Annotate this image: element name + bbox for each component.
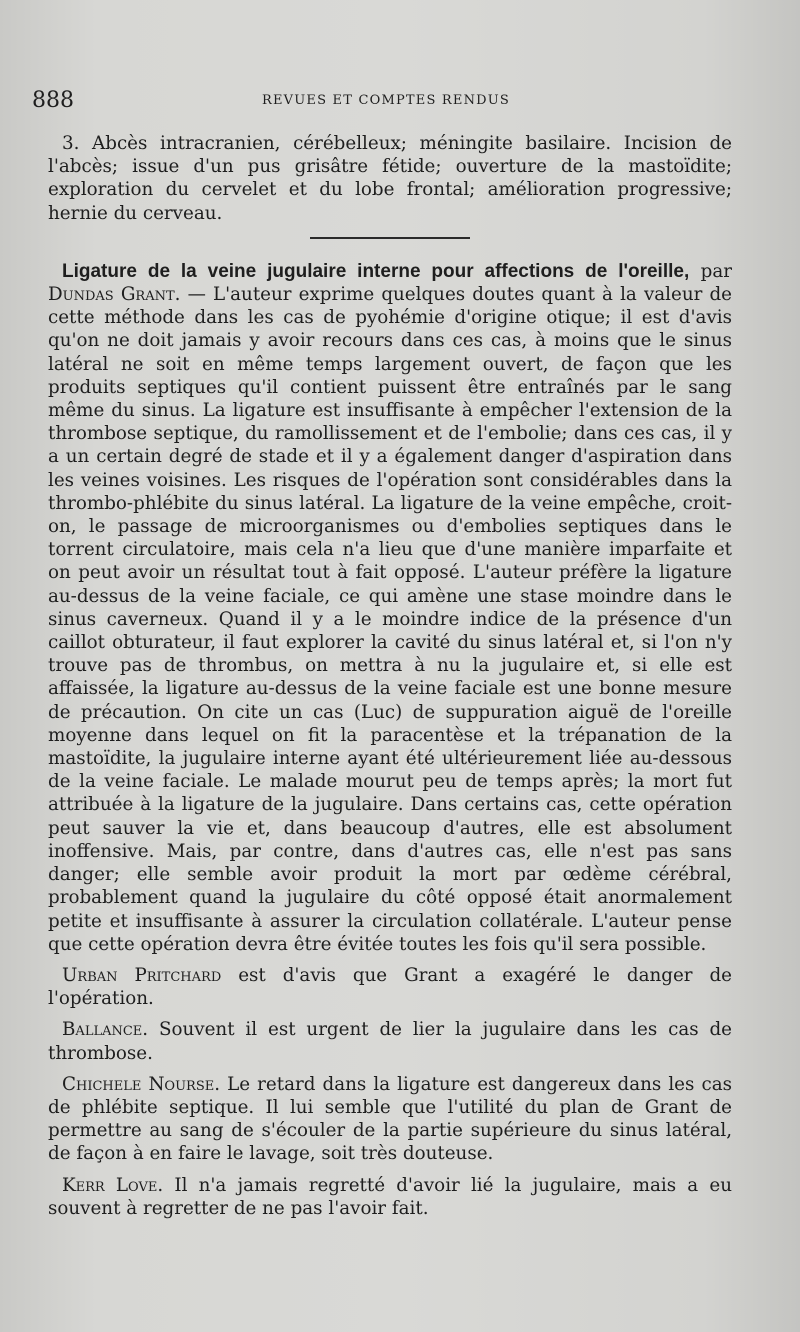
discussion-text: Il n'a jamais regretté d'avoir lié la jugulaire, mais a eu souvent à regretter de ne pas l'avoir fait.: [48, 1174, 732, 1219]
page-header: [32, 86, 732, 116]
discussion-text: est d'avis que Grant a exagéré le danger de l'opération.: [48, 964, 732, 1010]
discussion-item: [48, 1174, 732, 1220]
section-divider: [310, 237, 470, 239]
discussion-speaker: Ballance.: [62, 1019, 149, 1041]
article-title: Ligature de la veine jugulaire interne pour affections de l'oreille,: [62, 260, 690, 282]
page-content: [48, 132, 732, 1220]
discussion-item: [48, 1018, 732, 1064]
article-paragraph: [48, 260, 732, 956]
article-body: — L'auteur exprime quelques doutes quant à la valeur de cette méthode dans les cas de pyohémie d'origine otique; il est d'avis qu'on ne doit jamais y avoir recours dans ces cas, à moins que le sinus latéral ne soit en même temps largement ouvert, de façon que les produits septiques qu'il contient puissent être entraînés par le sang même du sinus. La ligature est insuffisante à empêcher l'extension de la thrombose septique, du ramollissement et de l'embolie; dans ces cas, il y a un certain degré de stade et il y a également danger d'aspiration dans les veines voisines. Les risques de l'opération sont considérables dans la thrombo-phlébite du sinus latéral. La ligature de la veine empêche, croit-on, le passage de microorganismes ou d'embolies septiques dans le torrent circulatoire, mais cela n'a lieu que d'une manière imparfaite et on peut avoir un résultat tout à fait opposé. L'auteur préfère la ligature au-dessus de la veine faciale, ce qui amène une stase moindre dans le sinus caverneux. Quand il y a le moindre indice de la présence d'un caillot obturateur, il faut explorer la cavité du sinus latéral et, si l'on n'y trouve pas de thrombus, on mettra à nu la jugulaire et, si elle est affaissée, la ligature au-dessus de la veine faciale est une bonne mesure de précaution. On cite un cas (Luc) de suppuration aiguë de l'oreille moyenne dans lequel on fit la paracentèse et la trépanation de la mastoïdite, la jugulaire interne ayant été ultérieurement liée au-dessous de la veine faciale. Le malade mourut peu de temps après; la mort fut attribuée à la ligature de la jugulaire. Dans certains cas, cette opération peut sauver la vie et, dans beaucoup d'autres, elle est absolument inoffensive. Mais, par contre, dans d'autres cas, elle n'est pas sans danger; elle semble avoir produit la mort par œdème cérébral, probablement quand la jugulaire du côté opposé était anormalement petite et insuffisante à assurer la circulation collatérale. L'auteur pense que cette opération devra être évitée toutes les fois qu'il sera possible.: [48, 284, 732, 955]
running-title: REVUES ET COMPTES RENDUS: [262, 93, 511, 108]
case-3-paragraph: 3. Abcès intracranien, cérébelleux; méningite basilaire. Incision de l'abcès; issue d'un pus grisâtre fétide; ouverture de la mastoïdite; exploration du cervelet et du lobe frontal; amélioration progressive; hernie du cerveau.: [48, 133, 732, 224]
article-by: par: [700, 260, 732, 282]
article-author: Dundas Grant.: [48, 284, 181, 306]
discussion-speaker: Chichele Nourse.: [62, 1073, 221, 1095]
discussion-item: [48, 964, 732, 1010]
discussion-speaker: Kerr Love.: [62, 1174, 164, 1196]
page-number: 888: [32, 88, 74, 113]
discussion-text: Le retard dans la ligature est dangereux dans les cas de phlébite septique. Il lui semble que l'utilité du plan de Grant de permettre au sang de s'écouler de la partie supérieure du sinus latéral, de façon à en faire le lavage, soit très douteuse.: [48, 1073, 732, 1165]
discussion-item: [48, 1073, 732, 1166]
discussion-speaker: Urban Pritchard: [62, 964, 222, 986]
discussion-text: Souvent il est urgent de lier la jugulaire dans les cas de thrombose.: [48, 1019, 732, 1064]
